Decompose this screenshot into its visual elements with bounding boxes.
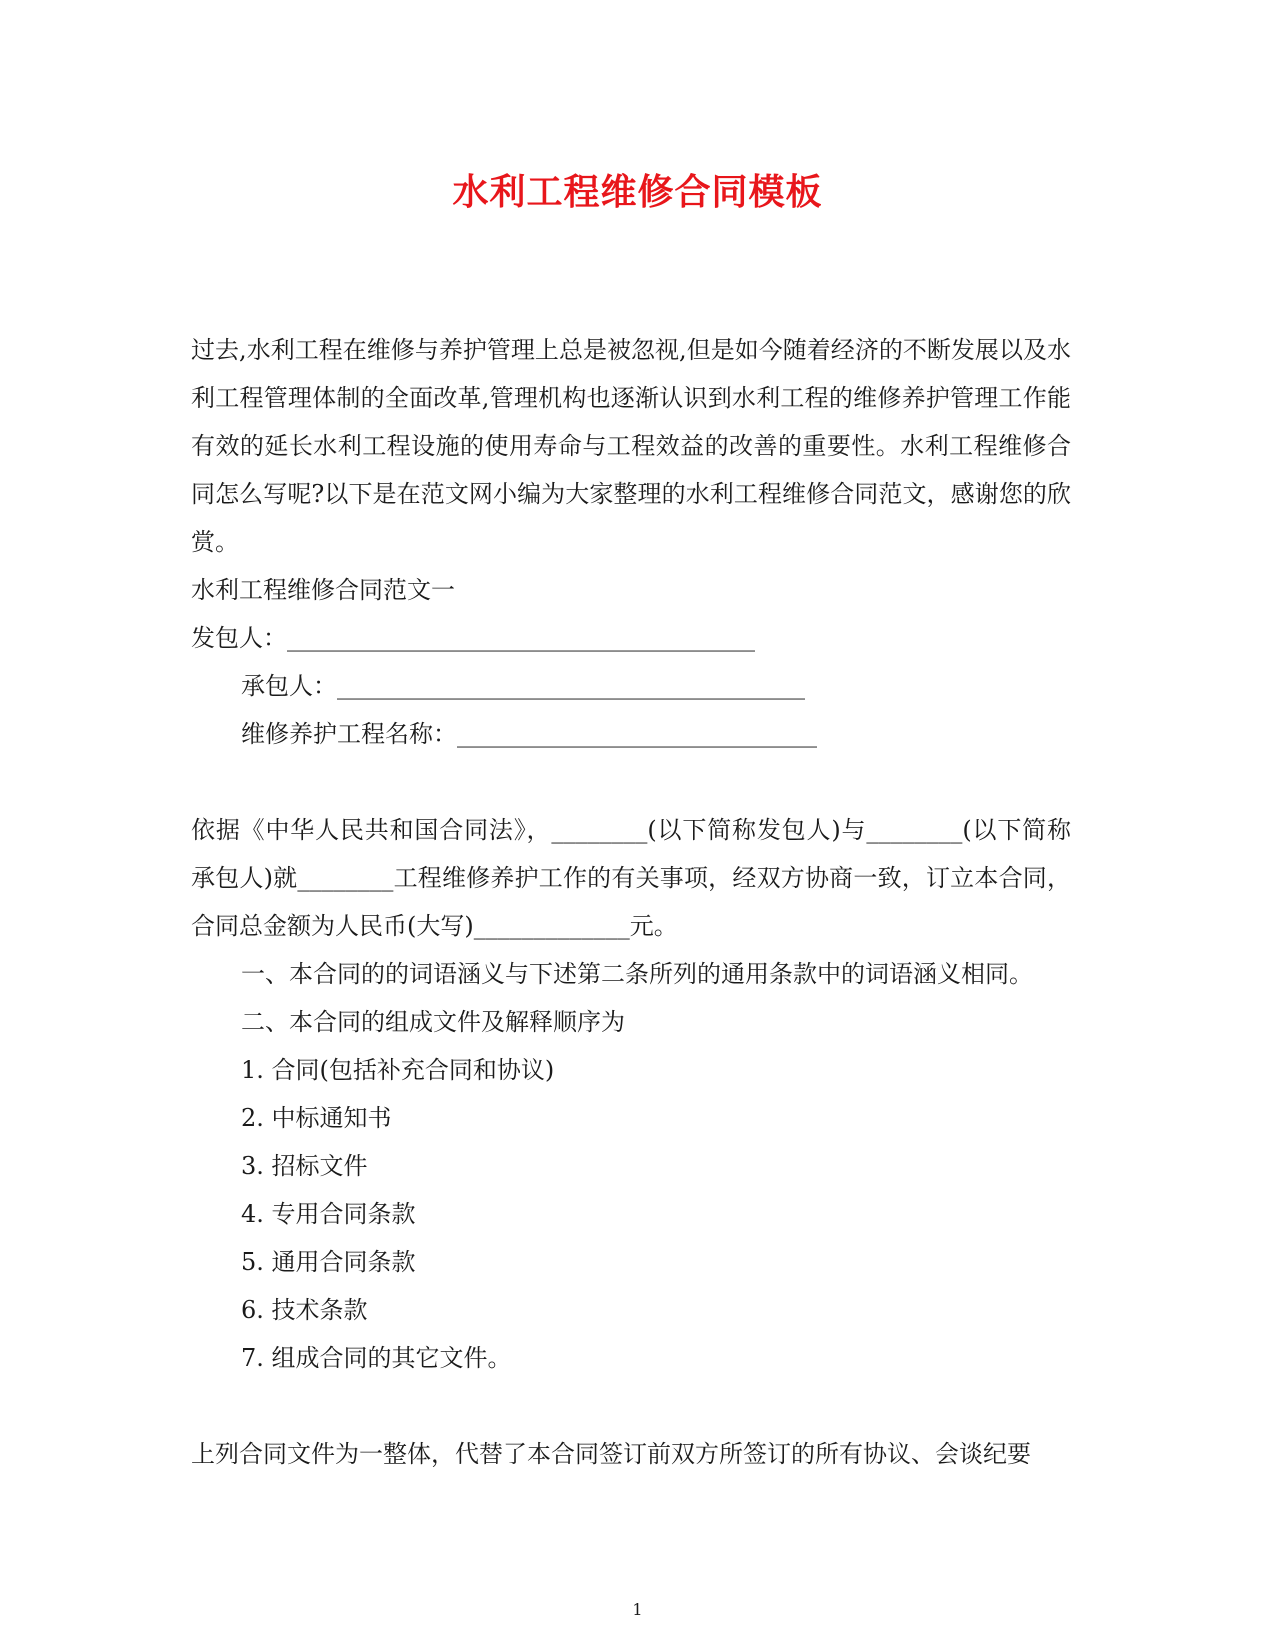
- basis-paragraph: 依据《中华人民共和国合同法》，________(以下简称发包人)与________(以下简称承包人)就________工程维修养护工作的有关事项，经双方协商一致，订立本合同，合同总金额为人民币(大写)_____________元。: [191, 816, 1071, 940]
- document-list-item: 7. 组成合同的其它文件。: [241, 1344, 512, 1372]
- document-list-item: 5. 通用合同条款: [241, 1248, 416, 1276]
- blank-line: [191, 1382, 1071, 1430]
- employer-field: 发包人：_______________________________________: [191, 624, 755, 652]
- project-name-field: 维修养护工程名称：______________________________: [241, 720, 817, 748]
- section-heading: 水利工程维修合同范文一: [191, 576, 455, 604]
- document-list-item: 2. 中标通知书: [241, 1104, 392, 1132]
- blank-line: [191, 758, 1071, 806]
- clause-two: 二、本合同的组成文件及解释顺序为: [241, 1008, 625, 1036]
- document-title: 水利工程维修合同模板: [452, 171, 823, 213]
- document-list-item: 1. 合同(包括补充合同和协议): [241, 1056, 555, 1084]
- document-list-item: 4. 专用合同条款: [241, 1200, 416, 1228]
- document-list-item: 3. 招标文件: [241, 1152, 368, 1180]
- clause-one: 一、本合同的的词语涵义与下述第二条所列的通用条款中的词语涵义相同。: [241, 960, 1033, 988]
- intro-paragraph: 过去,水利工程在维修与养护管理上总是被忽视,但是如今随着经济的不断发展以及水利工程管理体制的全面改革,管理机构也逐渐认识到水利工程的维修养护管理工作能有效的延长水利工程设施的使用寿命与工程效益的改善的重要性。水利工程维修合同怎么写呢?以下是在范文网小编为大家整理的水利工程维修合同范文，感谢您的欣赏。: [191, 336, 1071, 556]
- closing-line: 上列合同文件为一整体，代替了本合同签订前双方所签订的所有协议、会谈纪要: [191, 1440, 1031, 1468]
- contractor-field: 承包人：_______________________________________: [241, 672, 805, 700]
- document-list-item: 6. 技术条款: [241, 1296, 368, 1324]
- document-body: [191, 326, 1071, 1478]
- page-number: 1: [632, 1600, 643, 1619]
